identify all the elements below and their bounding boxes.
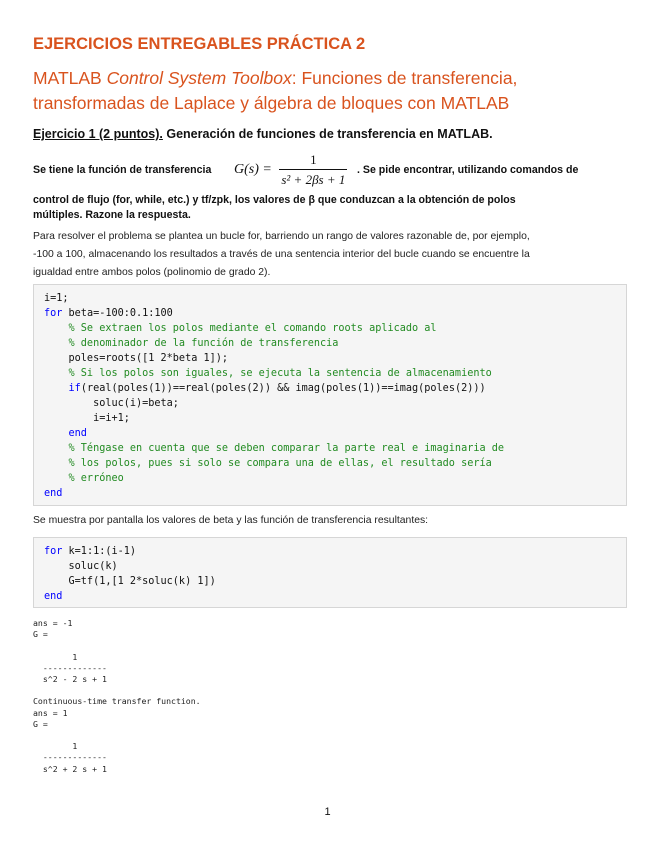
formula-fraction bbox=[279, 152, 347, 188]
code-line: G=tf(1,[1 2*soluc(k) 1]) bbox=[44, 576, 216, 587]
statement-line3: múltiples. Razone la respuesta. bbox=[33, 209, 191, 221]
output-line: ------------- bbox=[33, 662, 107, 673]
subtitle bbox=[33, 66, 633, 116]
subtitle-line2: transformadas de Laplace y álgebra de bloques con MATLAB bbox=[33, 93, 510, 113]
statement-continuation bbox=[33, 193, 643, 223]
code-line: i=i+1; bbox=[44, 413, 130, 424]
code-comment: % erróneo bbox=[44, 473, 124, 484]
para-line3: igualdad entre ambos polos (polinomio de grado 2). bbox=[33, 267, 271, 278]
explanation-paragraph bbox=[33, 228, 633, 282]
output-line bbox=[33, 685, 201, 696]
code-keyword: end bbox=[44, 591, 63, 602]
statement-intro: Se tiene la función de transferencia bbox=[33, 164, 212, 176]
code-line: soluc(k) bbox=[44, 561, 118, 572]
code-text: k=1:1:(i-1) bbox=[62, 546, 137, 557]
code-text: (real(poles(1))==real(poles(2)) && imag(poles(1))==imag(poles(2))) bbox=[80, 383, 486, 394]
output-line: G = bbox=[33, 629, 48, 640]
formula-denominator: s² + 2βs + 1 bbox=[279, 169, 347, 188]
formula-lhs: G(s) = bbox=[234, 162, 272, 177]
subtitle-prefix: MATLAB bbox=[33, 68, 107, 88]
code-line: i=1; bbox=[44, 293, 69, 304]
code-line bbox=[44, 306, 626, 321]
code-line bbox=[44, 544, 626, 559]
exercise-title: Generación de funciones de transferencia en MATLAB. bbox=[162, 127, 493, 141]
exercise-label: Ejercicio 1 (2 puntos). bbox=[33, 127, 163, 141]
code-block-display bbox=[33, 537, 627, 608]
para-line2: -100 a 100, almacenando los resultados a través de una sentencia interior del bucle cuando se encuentre la bbox=[33, 249, 530, 260]
output-line: Continuous-time transfer function. bbox=[33, 696, 201, 707]
code-comment: % Se extraen los polos mediante el comando roots aplicado al bbox=[44, 323, 437, 334]
code-comment: % Téngase en cuenta que se deben comparar la parte real e imaginaria de bbox=[44, 443, 505, 454]
output-intro-paragraph: Se muestra por pantalla los valores de beta y las función de transferencia resultantes: bbox=[33, 515, 429, 526]
page-title: EJERCICIOS ENTREGABLES PRÁCTICA 2 bbox=[33, 35, 366, 53]
statement-after-formula: . Se pide encontrar, utilizando comandos de bbox=[357, 164, 579, 176]
output-line: s^2 + 2 s + 1 bbox=[33, 763, 107, 774]
output-line: s^2 - 2 s + 1 bbox=[33, 674, 107, 685]
subtitle-italic: Control System Toolbox bbox=[106, 68, 292, 88]
para-line1: Para resolver el problema se plantea un bucle for, barriendo un rango de valores razonable de, por ejemplo, bbox=[33, 231, 530, 242]
output-line: 1 bbox=[33, 741, 78, 752]
output-line: ans = -1 bbox=[33, 618, 73, 628]
code-keyword: for bbox=[44, 308, 63, 319]
output-line: G = bbox=[33, 718, 48, 729]
output-line bbox=[33, 730, 201, 741]
code-block-loop bbox=[33, 284, 627, 506]
code-comment: % Si los polos son iguales, se ejecuta la sentencia de almacenamiento bbox=[44, 368, 492, 379]
output-line: ------------- bbox=[33, 752, 107, 763]
code-keyword: end bbox=[44, 428, 87, 439]
output-line: 1 bbox=[33, 651, 78, 662]
page-number: 1 bbox=[324, 806, 331, 818]
code-line bbox=[44, 381, 626, 396]
formula-numerator: 1 bbox=[310, 152, 317, 167]
statement-line2: control de flujo (for, while, etc.) y tf/zpk, los valores de β que conduzcan a la obtención de polos bbox=[33, 194, 516, 206]
matlab-output bbox=[33, 618, 201, 775]
output-line bbox=[33, 640, 201, 651]
code-line: poles=roots([1 2*beta 1]); bbox=[44, 353, 229, 364]
code-comment: % denominador de la función de transferencia bbox=[44, 338, 339, 349]
exercise-heading bbox=[33, 127, 493, 141]
code-text: beta=-100:0.1:100 bbox=[62, 308, 173, 319]
output-line: ans = 1 bbox=[33, 707, 68, 718]
code-keyword: if bbox=[44, 383, 81, 394]
transfer-function-formula bbox=[234, 152, 347, 188]
code-keyword: for bbox=[44, 546, 63, 557]
subtitle-rest: : Funciones de transferencia, bbox=[291, 68, 518, 88]
code-comment: % los polos, pues si solo se compara una de ellas, el resultado sería bbox=[44, 458, 492, 469]
code-keyword: end bbox=[44, 488, 63, 499]
code-line: soluc(i)=beta; bbox=[44, 398, 179, 409]
